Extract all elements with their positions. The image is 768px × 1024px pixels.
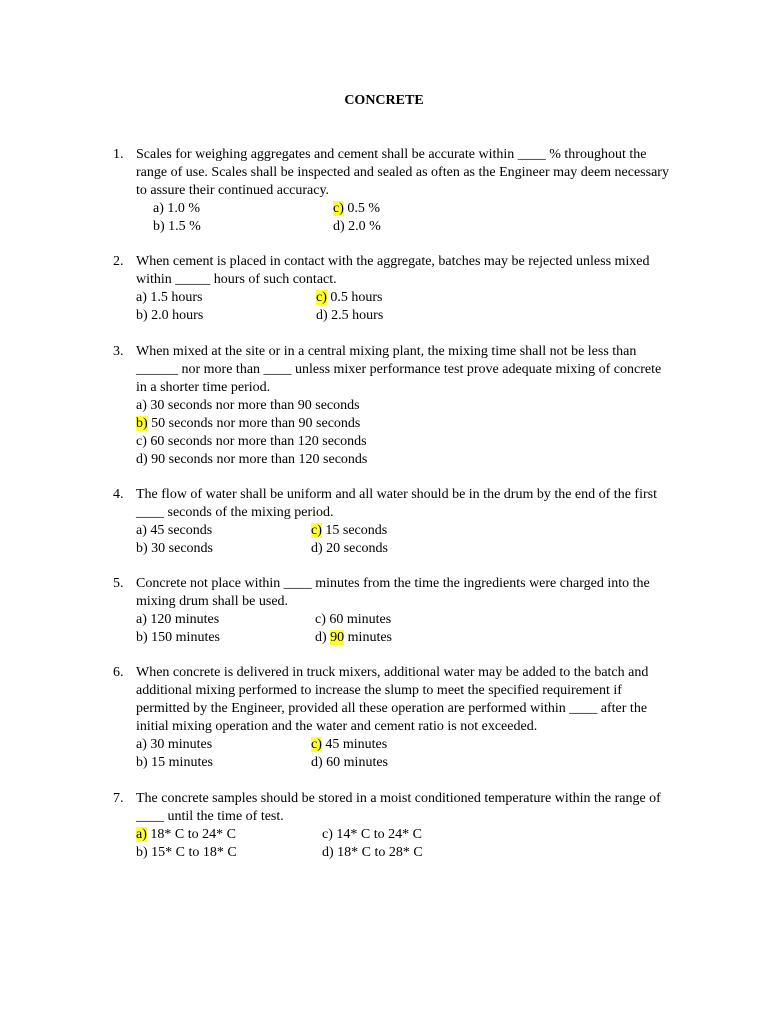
question-number: 1. bbox=[113, 147, 124, 162]
option-b[interactable]: b) 150 minutes bbox=[136, 630, 221, 645]
option-a[interactable]: a) 30 minutes bbox=[136, 737, 213, 752]
answer-highlight: c) bbox=[311, 737, 322, 752]
option-b[interactable]: b) 30 seconds bbox=[136, 541, 213, 556]
option-a[interactable]: a) 1.5 hours bbox=[136, 290, 203, 305]
question-line: Concrete not place within ____ minutes from the time the ingredients were charged into the bbox=[136, 576, 650, 591]
option-b[interactable]: b) 50 seconds nor more than 90 seconds bbox=[136, 416, 361, 431]
question-text bbox=[136, 343, 716, 397]
question-text bbox=[136, 790, 716, 826]
question-line: within _____ hours of such contact. bbox=[136, 272, 337, 287]
option-c[interactable]: c) 0.5 % bbox=[333, 201, 381, 216]
question-line: ____ seconds of the mixing period. bbox=[136, 505, 334, 520]
option-c[interactable]: c) 15 seconds bbox=[311, 523, 388, 538]
question-line: ____ until the time of test. bbox=[136, 809, 284, 824]
option-c[interactable]: c) 45 minutes bbox=[311, 737, 388, 752]
answer-highlight: b) bbox=[136, 416, 148, 431]
answer-highlight: c) bbox=[333, 201, 344, 216]
question-line: additional mixing performed to increase the slump to meet the specified requirement if bbox=[136, 683, 622, 698]
option-d[interactable]: d) 2.5 hours bbox=[316, 308, 384, 323]
question-text bbox=[136, 575, 716, 611]
option-d[interactable]: d) 2.0 % bbox=[333, 219, 381, 234]
option-c[interactable]: c) 0.5 hours bbox=[316, 290, 383, 305]
question-line: The flow of water shall be uniform and all water should be in the drum by the end of the first bbox=[136, 487, 657, 502]
question-line: range of use. Scales shall be inspected and sealed as often as the Engineer may deem necessary bbox=[136, 165, 669, 180]
question-number: 3. bbox=[113, 344, 124, 359]
question-line: Scales for weighing aggregates and cement shall be accurate within ____ % throughout the bbox=[136, 147, 647, 162]
answer-highlight: c) bbox=[316, 290, 327, 305]
question-line: The concrete samples should be stored in a moist conditioned temperature within the range of bbox=[136, 791, 661, 806]
answer-highlight: 90 bbox=[330, 630, 345, 645]
option-d[interactable]: d) 20 seconds bbox=[311, 541, 388, 556]
option-b[interactable]: b) 2.0 hours bbox=[136, 308, 204, 323]
question-line: When cement is placed in contact with the aggregate, batches may be rejected unless mixed bbox=[136, 254, 650, 269]
option-d[interactable]: d) 90 minutes bbox=[315, 630, 393, 645]
answer-highlight: a) bbox=[136, 827, 147, 842]
question-number: 5. bbox=[113, 576, 124, 591]
question-line: permitted by the Engineer, provided all these operation are performed within ____ after the bbox=[136, 701, 648, 716]
question-line: When concrete is delivered in truck mixers, additional water may be added to the batch and bbox=[136, 665, 649, 680]
question-number: 2. bbox=[113, 254, 124, 269]
option-a[interactable]: a) 1.0 % bbox=[153, 201, 201, 216]
question-number: 4. bbox=[113, 487, 124, 502]
option-b[interactable]: b) 1.5 % bbox=[153, 219, 201, 234]
question-line: mixing drum shall be used. bbox=[136, 594, 289, 609]
question-number: 7. bbox=[113, 791, 124, 806]
question-number: 6. bbox=[113, 665, 124, 680]
question-line: ______ nor more than ____ unless mixer performance test prove adequate mixing of concrete bbox=[136, 362, 662, 377]
option-b[interactable]: b) 15 minutes bbox=[136, 755, 214, 770]
question-text bbox=[136, 253, 716, 289]
option-a[interactable]: a) 45 seconds bbox=[136, 523, 213, 538]
answer-highlight: c) bbox=[311, 523, 322, 538]
question-line: to assure their continued accuracy. bbox=[136, 183, 330, 198]
option-c[interactable]: c) 60 minutes bbox=[315, 612, 392, 627]
option-c[interactable]: c) 14* C to 24* C bbox=[322, 827, 422, 842]
option-b[interactable]: b) 15* C to 18* C bbox=[136, 845, 237, 860]
question-text bbox=[136, 146, 716, 200]
option-d[interactable]: d) 60 minutes bbox=[311, 755, 389, 770]
option-a[interactable]: a) 18* C to 24* C bbox=[136, 827, 236, 842]
option-d[interactable]: d) 18* C to 28* C bbox=[322, 845, 423, 860]
option-a[interactable]: a) 30 seconds nor more than 90 seconds bbox=[136, 398, 360, 413]
page-title: CONCRETE bbox=[344, 93, 424, 108]
option-d[interactable]: d) 90 seconds nor more than 120 seconds bbox=[136, 452, 368, 467]
question-text bbox=[136, 486, 716, 522]
question-line: in a shorter time period. bbox=[136, 380, 271, 395]
question-text bbox=[136, 664, 716, 736]
question-line: initial mixing operation and the water and cement ratio is not exceeded. bbox=[136, 719, 538, 734]
question-line: When mixed at the site or in a central mixing plant, the mixing time shall not be less than bbox=[136, 344, 637, 359]
option-a[interactable]: a) 120 minutes bbox=[136, 612, 220, 627]
option-c[interactable]: c) 60 seconds nor more than 120 seconds bbox=[136, 434, 367, 449]
